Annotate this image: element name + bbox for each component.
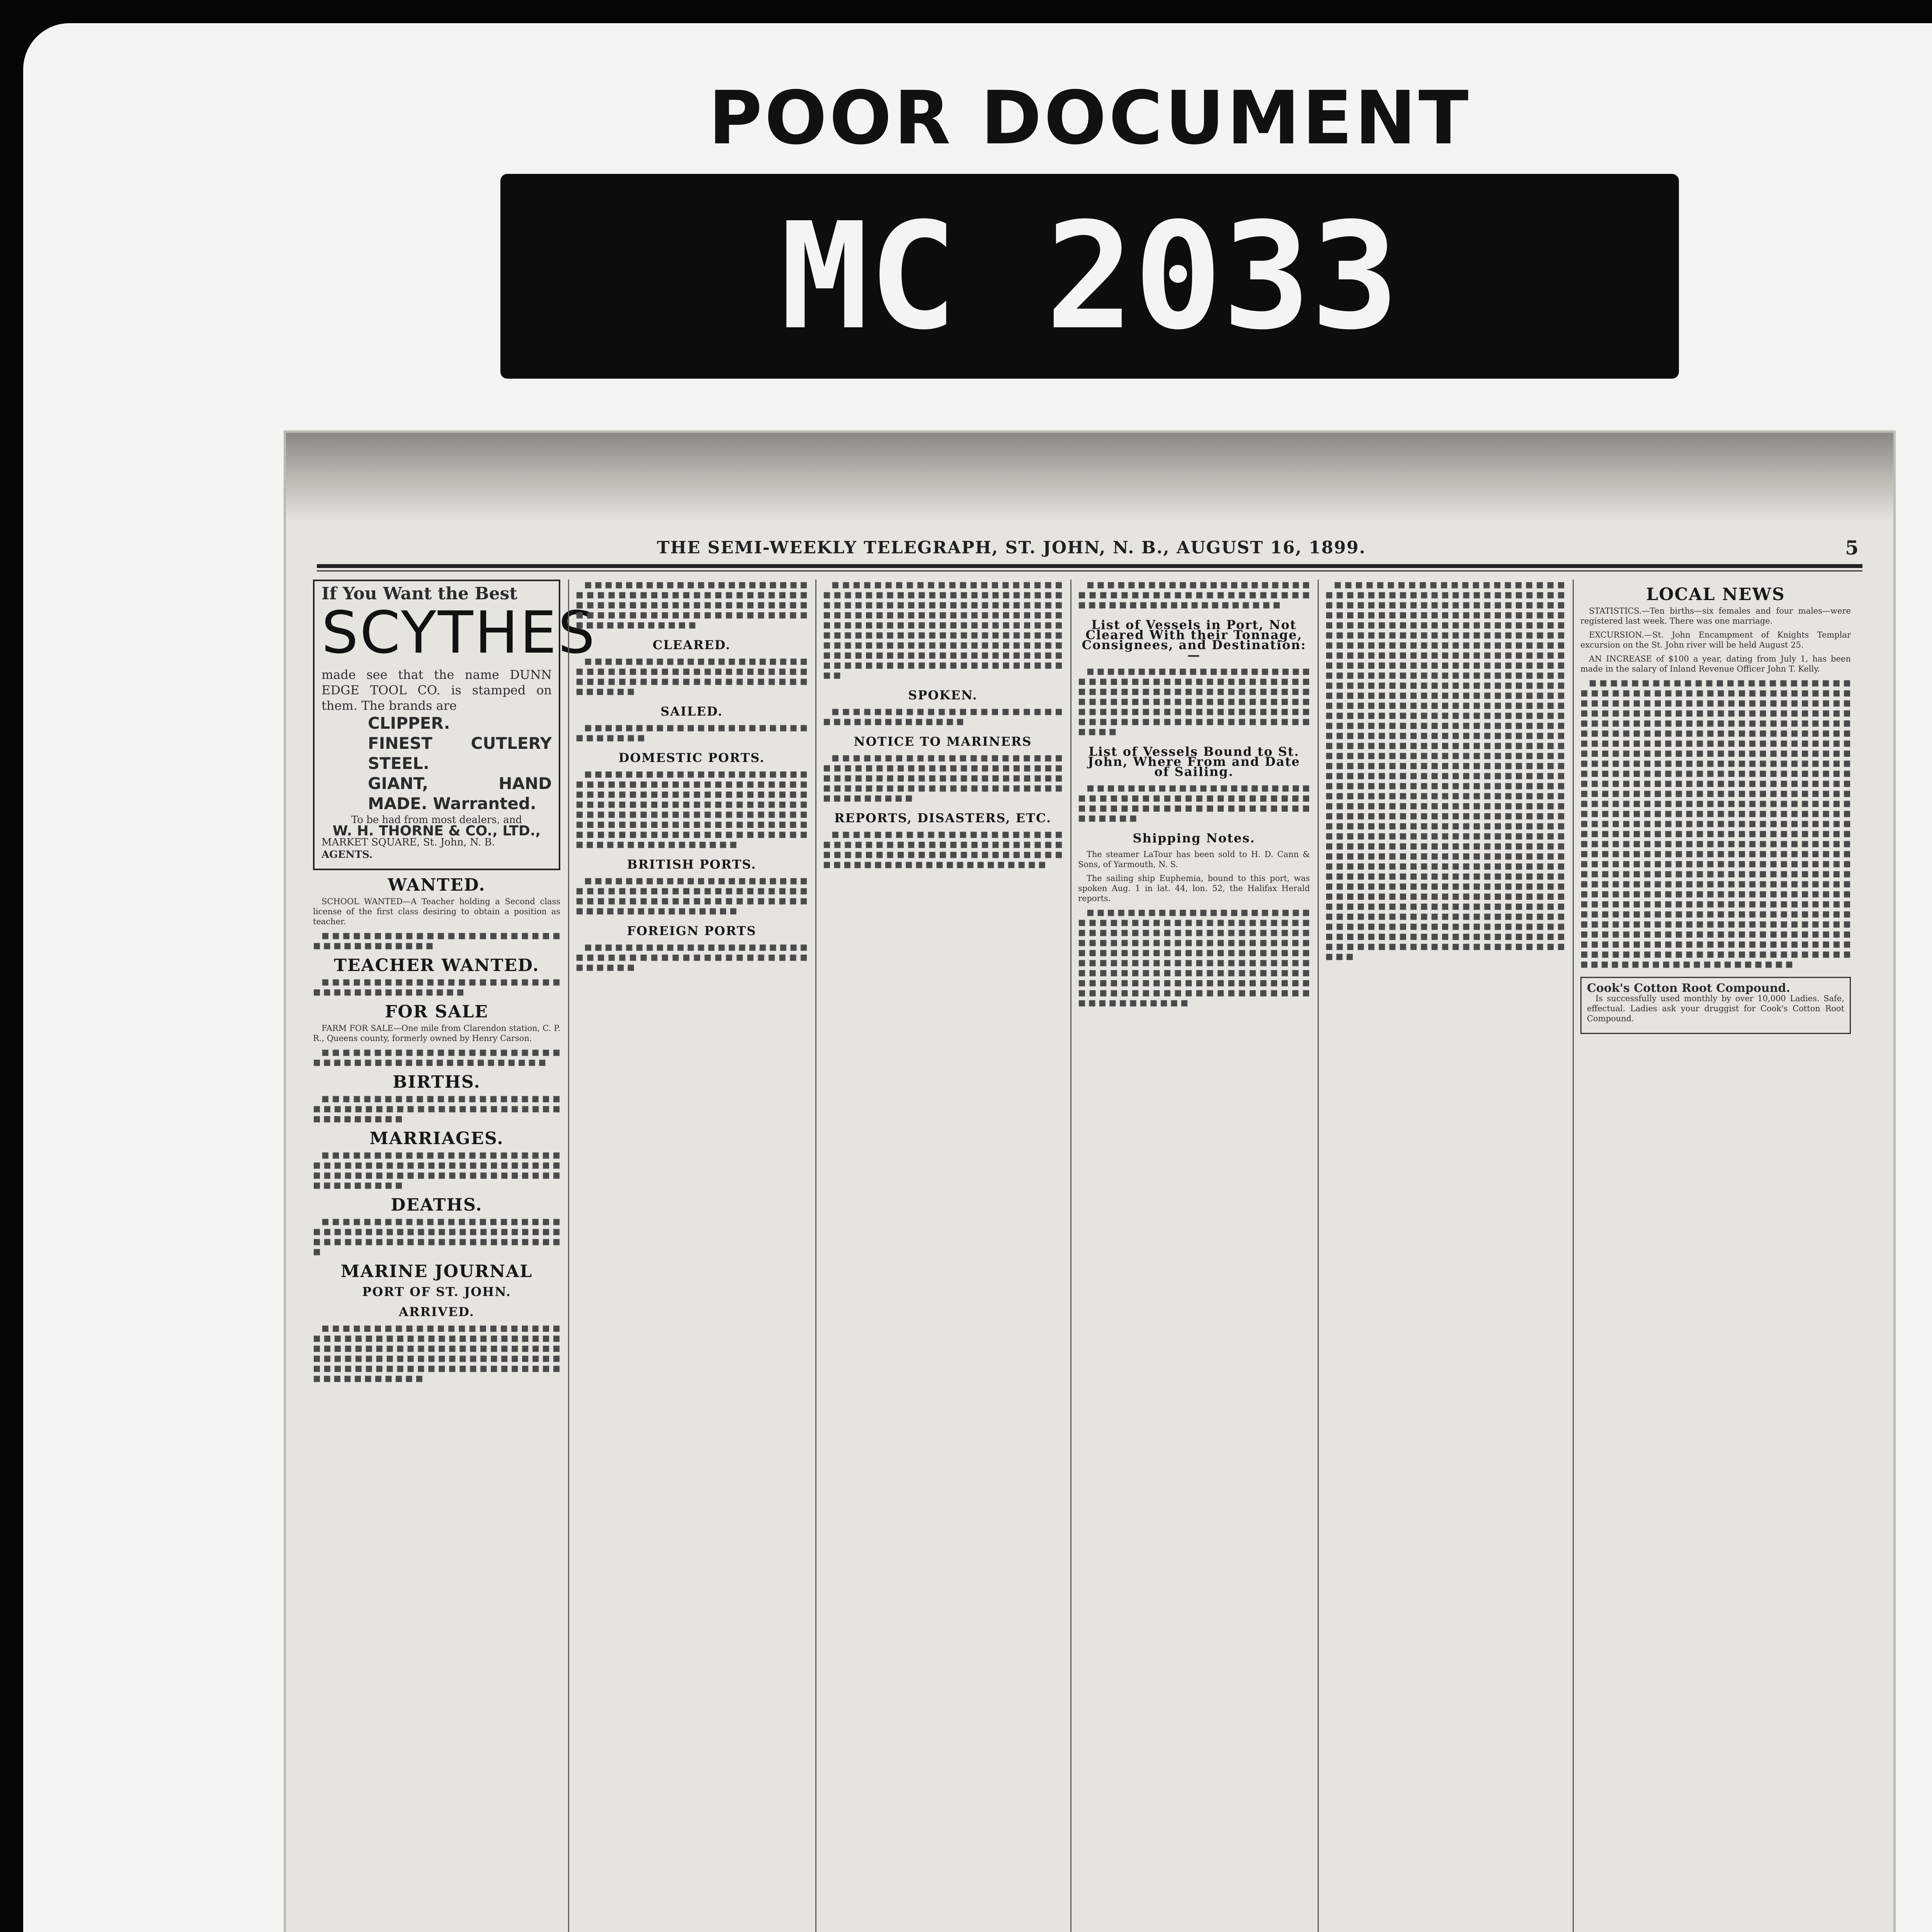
ad-brand-3: GIANT, HAND MADE. Warranted.	[368, 774, 552, 813]
column-6	[1580, 580, 1851, 1932]
local-news-item-2: EXCURSION.—St. John Encampment of Knights Templar excursion on the St. John river will be held August 25.	[1580, 630, 1851, 650]
column-divider	[815, 580, 816, 1932]
masthead-rule	[317, 564, 1862, 568]
column-4	[1078, 580, 1310, 1932]
domestic-ports-heading: DOMESTIC PORTS.	[618, 750, 765, 765]
column-2	[576, 580, 808, 1932]
reports-text: ■ ■ ■ ■ ■ ■ ■ ■ ■ ■ ■ ■ ■ ■ ■ ■ ■ ■ ■ ■ ■ ■ ■ ■ ■ ■ ■ ■ ■ ■ ■ ■ ■ ■ ■ ■ ■ ■ ■ ■ ■ ■ ■ ■ ■ ■ ■ ■ ■ ■ ■ ■ ■ ■ ■ ■ ■ ■ ■ ■ ■ ■ ■ ■ ■ ■ ■ ■ ■ ■ ■ ■ ■ ■ ■ ■ ■ ■ ■ ■ ■ ■ ■ ■ ■ ■ ■ ■ ■ ■	[823, 830, 1063, 869]
british-ports-heading: BRITISH PORTS.	[627, 857, 757, 872]
column-5-text: ■ ■ ■ ■ ■ ■ ■ ■ ■ ■ ■ ■ ■ ■ ■ ■ ■ ■ ■ ■ ■ ■ ■ ■ ■ ■ ■ ■ ■ ■ ■ ■ ■ ■ ■ ■ ■ ■ ■ ■ ■ ■ ■ ■ ■ ■ ■ ■ ■ ■ ■ ■ ■ ■ ■ ■ ■ ■ ■ ■ ■ ■ ■ ■ ■ ■ ■ ■ ■ ■ ■ ■ ■ ■ ■ ■ ■ ■ ■ ■ ■ ■ ■ ■ ■ ■ ■ ■ ■ ■ ■ ■ ■ ■ ■ ■ ■ ■ ■ ■ ■ ■ ■ ■ ■ ■ ■ ■ ■ ■ ■ ■ ■ ■ ■ ■ ■ ■ ■ ■ ■ ■ ■ ■ ■ ■ ■ ■ ■ ■ ■ ■ ■ ■ ■ ■ ■ ■ ■ ■ ■ ■ ■ ■ ■ ■ ■ ■ ■ ■ ■ ■ ■ ■ ■ ■ ■ ■ ■ ■ ■ ■ ■ ■ ■ ■ ■ ■ ■ ■ ■ ■ ■ ■ ■ ■ ■ ■ ■ ■ ■ ■ ■ ■ ■ ■ ■ ■ ■ ■ ■ ■ ■ ■ ■ ■ ■ ■ ■ ■ ■ ■ ■ ■ ■ ■ ■ ■ ■ ■ ■ ■ ■ ■ ■ ■ ■ ■ ■ ■ ■ ■ ■ ■ ■ ■ ■ ■ ■ ■ ■ ■ ■ ■ ■ ■ ■ ■ ■ ■ ■ ■ ■ ■ ■ ■ ■ ■ ■ ■ ■ ■ ■ ■ ■ ■ ■ ■ ■ ■ ■ ■ ■ ■ ■ ■ ■ ■ ■ ■ ■ ■ ■ ■ ■ ■ ■ ■ ■ ■ ■ ■ ■ ■ ■ ■ ■ ■ ■ ■ ■ ■ ■ ■ ■ ■ ■ ■ ■ ■ ■ ■ ■ ■ ■ ■ ■ ■ ■ ■ ■ ■ ■ ■ ■ ■ ■ ■ ■ ■ ■ ■ ■ ■ ■ ■ ■ ■ ■ ■ ■ ■ ■ ■ ■ ■ ■ ■ ■ ■ ■ ■ ■ ■ ■ ■ ■ ■ ■ ■ ■ ■ ■ ■ ■ ■ ■ ■ ■ ■ ■ ■ ■ ■ ■ ■ ■ ■ ■ ■ ■ ■ ■ ■ ■ ■ ■ ■ ■ ■ ■ ■ ■ ■ ■ ■ ■ ■ ■ ■ ■ ■ ■ ■ ■ ■ ■ ■ ■ ■ ■ ■ ■ ■ ■ ■ ■ ■ ■ ■ ■ ■ ■ ■ ■ ■ ■ ■ ■ ■ ■ ■ ■ ■ ■ ■ ■ ■ ■ ■ ■ ■ ■ ■ ■ ■ ■ ■ ■ ■ ■ ■ ■ ■ ■ ■ ■ ■ ■ ■ ■ ■ ■ ■ ■ ■ ■ ■ ■ ■ ■ ■ ■ ■ ■ ■ ■ ■ ■ ■ ■ ■ ■ ■ ■ ■ ■ ■ ■ ■ ■ ■ ■ ■ ■ ■ ■ ■ ■ ■ ■ ■ ■ ■ ■ ■ ■ ■ ■ ■ ■ ■ ■ ■ ■ ■ ■ ■ ■ ■ ■ ■ ■ ■ ■ ■ ■ ■ ■ ■ ■ ■ ■ ■ ■ ■ ■ ■ ■ ■ ■ ■ ■ ■ ■ ■ ■ ■ ■ ■ ■ ■ ■ ■ ■ ■ ■ ■ ■ ■ ■ ■ ■ ■ ■ ■ ■ ■ ■ ■ ■ ■ ■ ■ ■ ■ ■ ■ ■ ■ ■ ■ ■ ■ ■ ■ ■ ■ ■ ■ ■ ■ ■ ■ ■ ■ ■ ■ ■ ■ ■ ■ ■ ■ ■ ■ ■ ■ ■ ■ ■ ■ ■ ■ ■ ■ ■ ■ ■ ■ ■ ■ ■ ■ ■ ■ ■ ■ ■ ■ ■ ■ ■ ■ ■ ■ ■ ■ ■ ■ ■ ■ ■ ■ ■ ■ ■ ■ ■ ■ ■ ■ ■ ■ ■ ■ ■ ■ ■ ■ ■ ■ ■ ■ ■ ■ ■ ■ ■ ■ ■ ■ ■ ■ ■ ■ ■ ■ ■ ■ ■ ■ ■ ■ ■ ■ ■ ■ ■ ■ ■ ■ ■ ■ ■ ■ ■ ■ ■ ■ ■ ■ ■ ■ ■ ■ ■ ■ ■ ■ ■ ■ ■ ■ ■ ■ ■ ■ ■ ■ ■ ■ ■ ■ ■ ■ ■ ■ ■ ■ ■ ■ ■ ■ ■ ■ ■ ■ ■ ■ ■ ■ ■ ■ ■ ■ ■ ■ ■ ■ ■ ■ ■ ■ ■ ■ ■ ■ ■ ■ ■ ■ ■ ■ ■ ■ ■ ■ ■ ■ ■ ■ ■ ■ ■ ■ ■ ■ ■ ■ ■ ■ ■ ■ ■ ■ ■ ■ ■ ■ ■ ■ ■ ■ ■ ■ ■ ■ ■ ■ ■ ■ ■ ■ ■ ■ ■ ■ ■ ■ ■ ■ ■ ■ ■ ■ ■ ■ ■ ■ ■ ■ ■ ■ ■ ■ ■ ■ ■ ■ ■ ■ ■ ■ ■ ■ ■ ■ ■ ■ ■ ■ ■ ■ ■ ■ ■ ■ ■ ■ ■ ■ ■ ■ ■ ■ ■ ■ ■ ■ ■ ■ ■	[1325, 580, 1565, 961]
vessels-in-port-list: ■ ■ ■ ■ ■ ■ ■ ■ ■ ■ ■ ■ ■ ■ ■ ■ ■ ■ ■ ■ ■ ■ ■ ■ ■ ■ ■ ■ ■ ■ ■ ■ ■ ■ ■ ■ ■ ■ ■ ■ ■ ■ ■ ■ ■ ■ ■ ■ ■ ■ ■ ■ ■ ■ ■ ■ ■ ■ ■ ■ ■ ■ ■ ■ ■ ■ ■ ■ ■ ■ ■ ■ ■ ■ ■ ■ ■ ■ ■ ■ ■ ■ ■ ■ ■ ■ ■ ■ ■ ■ ■ ■ ■ ■ ■ ■ ■ ■ ■ ■ ■ ■ ■ ■ ■ ■ ■ ■ ■ ■ ■ ■ ■ ■ ■ ■ ■ ■ ■ ■ ■ ■ ■ ■ ■ ■ ■ ■ ■ ■ ■ ■ ■ ■ ■ ■	[1078, 667, 1310, 736]
british-ports-text: ■ ■ ■ ■ ■ ■ ■ ■ ■ ■ ■ ■ ■ ■ ■ ■ ■ ■ ■ ■ ■ ■ ■ ■ ■ ■ ■ ■ ■ ■ ■ ■ ■ ■ ■ ■ ■ ■ ■ ■ ■ ■ ■ ■ ■ ■ ■ ■ ■ ■ ■ ■ ■ ■ ■ ■ ■ ■ ■ ■ ■ ■ ■ ■ ■ ■ ■ ■ ■ ■ ■ ■ ■ ■ ■ ■ ■ ■ ■ ■ ■ ■	[576, 876, 808, 915]
marriages-text: ■ ■ ■ ■ ■ ■ ■ ■ ■ ■ ■ ■ ■ ■ ■ ■ ■ ■ ■ ■ ■ ■ ■ ■ ■ ■ ■ ■ ■ ■ ■ ■ ■ ■ ■ ■ ■ ■ ■ ■ ■ ■ ■ ■ ■ ■ ■ ■ ■ ■ ■ ■ ■ ■ ■ ■ ■ ■ ■ ■ ■ ■ ■ ■ ■ ■ ■ ■ ■ ■ ■ ■ ■ ■ ■ ■ ■ ■ ■ ■	[313, 1150, 560, 1190]
ad-headline: If You Want the Best	[321, 584, 517, 604]
cleared-text: ■ ■ ■ ■ ■ ■ ■ ■ ■ ■ ■ ■ ■ ■ ■ ■ ■ ■ ■ ■ ■ ■ ■ ■ ■ ■ ■ ■ ■ ■ ■ ■ ■ ■ ■ ■ ■ ■ ■ ■ ■ ■ ■ ■ ■ ■ ■ ■ ■ ■ ■ ■ ■ ■ ■ ■ ■ ■ ■ ■ ■ ■ ■ ■ ■ ■ ■ ■ ■ ■ ■ ■	[576, 656, 808, 696]
shipping-note-1: The steamer LaTour has been sold to H. D. Cann & Sons, of Yarmouth, N. S.	[1078, 850, 1310, 869]
vessels-bound-list: ■ ■ ■ ■ ■ ■ ■ ■ ■ ■ ■ ■ ■ ■ ■ ■ ■ ■ ■ ■ ■ ■ ■ ■ ■ ■ ■ ■ ■ ■ ■ ■ ■ ■ ■ ■ ■ ■ ■ ■ ■ ■ ■ ■ ■ ■ ■ ■ ■ ■ ■ ■ ■ ■ ■ ■ ■ ■ ■ ■ ■ ■ ■ ■ ■ ■ ■ ■ ■ ■ ■ ■	[1078, 783, 1310, 823]
column-3	[823, 580, 1063, 1932]
local-news-heading: LOCAL NEWS	[1646, 585, 1785, 604]
shipping-note-2: The sailing ship Euphemia, bound to this port, was spoken Aug. 1 in lat. 44, lon. 52, the Halifax Herald reports.	[1078, 874, 1310, 903]
births-text: ■ ■ ■ ■ ■ ■ ■ ■ ■ ■ ■ ■ ■ ■ ■ ■ ■ ■ ■ ■ ■ ■ ■ ■ ■ ■ ■ ■ ■ ■ ■ ■ ■ ■ ■ ■ ■ ■ ■ ■ ■ ■ ■ ■ ■ ■ ■ ■ ■ ■ ■ ■ ■ ■ ■ ■	[313, 1094, 560, 1123]
ad-address: MARKET SQUARE, St. John, N. B.	[321, 837, 495, 848]
deaths-heading: DEATHS.	[391, 1195, 483, 1215]
cooks-cotton-root-advertisement	[1580, 977, 1851, 1034]
reel-id-plate	[500, 174, 1679, 379]
marriages-heading: MARRIAGES.	[369, 1129, 504, 1148]
arrivals-continued: ■ ■ ■ ■ ■ ■ ■ ■ ■ ■ ■ ■ ■ ■ ■ ■ ■ ■ ■ ■ ■ ■ ■ ■ ■ ■ ■ ■ ■ ■ ■ ■ ■ ■ ■ ■ ■ ■ ■ ■ ■ ■ ■ ■ ■ ■ ■ ■ ■ ■ ■ ■ ■ ■ ■ ■ ■ ■ ■ ■ ■ ■ ■ ■ ■ ■ ■ ■ ■ ■ ■ ■ ■ ■ ■ ■ ■ ■ ■ ■ ■ ■ ■ ■ ■ ■ ■ ■ ■ ■ ■ ■ ■ ■ ■ ■ ■ ■ ■ ■	[576, 580, 808, 629]
cleared-heading: CLEARED.	[653, 638, 731, 652]
for-sale-heading: FOR SALE	[385, 1002, 488, 1022]
ad-dealers: To be had from most dealers, and	[351, 814, 522, 826]
column-4-lead: ■ ■ ■ ■ ■ ■ ■ ■ ■ ■ ■ ■ ■ ■ ■ ■ ■ ■ ■ ■ ■ ■ ■ ■ ■ ■ ■ ■ ■ ■ ■ ■ ■ ■ ■ ■ ■ ■ ■ ■ ■ ■ ■ ■ ■ ■ ■ ■ ■ ■ ■ ■ ■ ■ ■ ■ ■ ■ ■ ■ ■ ■ ■ ■	[1078, 580, 1310, 609]
arrived-heading: ARRIVED.	[399, 1304, 474, 1319]
reel-id-text: MC 2033	[780, 190, 1399, 362]
teacher-wanted-text: ■ ■ ■ ■ ■ ■ ■ ■ ■ ■ ■ ■ ■ ■ ■ ■ ■ ■ ■ ■ ■ ■ ■ ■ ■ ■ ■ ■ ■ ■ ■ ■ ■ ■ ■ ■ ■ ■	[313, 977, 560, 997]
for-sale-text: FARM FOR SALE—One mile from Clarendon station, C. P. R., Queens county, formerly owned by Henry Carson.	[313, 1024, 560, 1043]
ad-brand-2: FINEST CUTLERY STEEL.	[368, 734, 552, 773]
page-number: 5	[1845, 536, 1859, 559]
notice-to-mariners-text: ■ ■ ■ ■ ■ ■ ■ ■ ■ ■ ■ ■ ■ ■ ■ ■ ■ ■ ■ ■ ■ ■ ■ ■ ■ ■ ■ ■ ■ ■ ■ ■ ■ ■ ■ ■ ■ ■ ■ ■ ■ ■ ■ ■ ■ ■ ■ ■ ■ ■ ■ ■ ■ ■ ■ ■ ■ ■ ■ ■ ■ ■ ■ ■ ■ ■ ■ ■ ■ ■ ■ ■ ■ ■ ■ ■ ■ ■ ■ ■ ■ ■ ■ ■ ■ ■ ■ ■ ■ ■ ■ ■ ■ ■ ■ ■ ■ ■ ■ ■	[823, 753, 1063, 803]
ad-agents: AGENTS.	[321, 849, 373, 861]
torn-top-edge	[286, 433, 1893, 522]
foreign-ports-continued: ■ ■ ■ ■ ■ ■ ■ ■ ■ ■ ■ ■ ■ ■ ■ ■ ■ ■ ■ ■ ■ ■ ■ ■ ■ ■ ■ ■ ■ ■ ■ ■ ■ ■ ■ ■ ■ ■ ■ ■ ■ ■ ■ ■ ■ ■ ■ ■ ■ ■ ■ ■ ■ ■ ■ ■ ■ ■ ■ ■ ■ ■ ■ ■ ■ ■ ■ ■ ■ ■ ■ ■ ■ ■ ■ ■ ■ ■ ■ ■ ■ ■ ■ ■ ■ ■ ■ ■ ■ ■ ■ ■ ■ ■ ■ ■ ■ ■ ■ ■ ■ ■ ■ ■ ■ ■ ■ ■ ■ ■ ■ ■ ■ ■ ■ ■ ■ ■ ■ ■ ■ ■ ■ ■ ■ ■ ■ ■ ■ ■ ■ ■ ■ ■ ■ ■ ■ ■ ■ ■ ■ ■ ■ ■ ■ ■ ■ ■ ■ ■ ■ ■ ■ ■ ■ ■ ■ ■ ■ ■ ■ ■ ■ ■ ■ ■ ■ ■ ■ ■ ■ ■ ■ ■ ■ ■ ■ ■ ■ ■ ■ ■ ■ ■ ■ ■ ■ ■ ■ ■ ■ ■ ■ ■ ■ ■ ■ ■ ■ ■ ■ ■ ■ ■ ■ ■ ■ ■	[823, 580, 1063, 680]
cooks-ad-text: Is successfully used monthly by over 10,000 Ladies. Safe, effectual. Ladies ask your druggist for Cook's Cotton Root Compound.	[1587, 994, 1844, 1023]
spoken-text: ■ ■ ■ ■ ■ ■ ■ ■ ■ ■ ■ ■ ■ ■ ■ ■ ■ ■ ■ ■ ■ ■ ■ ■ ■ ■ ■ ■ ■ ■ ■ ■ ■ ■ ■ ■	[823, 707, 1063, 726]
poor-document-label: POOR DOCUMENT	[708, 75, 1471, 161]
ad-firm: W. H. THORNE & CO., LTD.,	[332, 823, 541, 839]
scythes-advertisement	[313, 580, 597, 870]
masthead-rule-thin	[317, 570, 1862, 571]
ad-scythes-title: SCYTHES	[321, 599, 597, 667]
vessels-bound-heading: List of Vessels Bound to St. John, Where From and Date of Sailing.	[1088, 744, 1300, 779]
vessels-in-port-heading: List of Vessels in Port, Not Cleared With their Tonnage, Consignees, and Destination:—	[1082, 617, 1306, 662]
ad-brand-1: CLIPPER.	[368, 714, 450, 733]
marine-journal-heading: MARINE JOURNAL	[340, 1262, 533, 1281]
domestic-ports-text: ■ ■ ■ ■ ■ ■ ■ ■ ■ ■ ■ ■ ■ ■ ■ ■ ■ ■ ■ ■ ■ ■ ■ ■ ■ ■ ■ ■ ■ ■ ■ ■ ■ ■ ■ ■ ■ ■ ■ ■ ■ ■ ■ ■ ■ ■ ■ ■ ■ ■ ■ ■ ■ ■ ■ ■ ■ ■ ■ ■ ■ ■ ■ ■ ■ ■ ■ ■ ■ ■ ■ ■ ■ ■ ■ ■ ■ ■ ■ ■ ■ ■ ■ ■ ■ ■ ■ ■ ■ ■ ■ ■ ■ ■ ■ ■ ■ ■ ■ ■ ■ ■ ■ ■ ■ ■ ■ ■ ■ ■ ■ ■ ■ ■ ■ ■ ■ ■ ■ ■ ■ ■ ■ ■ ■ ■ ■ ■ ■ ■ ■ ■ ■ ■ ■ ■ ■ ■ ■ ■ ■ ■ ■ ■ ■ ■ ■ ■ ■ ■ ■ ■ ■ ■ ■ ■ ■ ■ ■ ■ ■ ■ ■ ■ ■ ■ ■ ■ ■ ■	[576, 769, 808, 849]
ad-body: made see that the name DUNN EDGE TOOL CO. is stamped on them. The brands are	[321, 667, 552, 713]
births-heading: BIRTHS.	[393, 1072, 481, 1092]
shipping-notes-more: ■ ■ ■ ■ ■ ■ ■ ■ ■ ■ ■ ■ ■ ■ ■ ■ ■ ■ ■ ■ ■ ■ ■ ■ ■ ■ ■ ■ ■ ■ ■ ■ ■ ■ ■ ■ ■ ■ ■ ■ ■ ■ ■ ■ ■ ■ ■ ■ ■ ■ ■ ■ ■ ■ ■ ■ ■ ■ ■ ■ ■ ■ ■ ■ ■ ■ ■ ■ ■ ■ ■ ■ ■ ■ ■ ■ ■ ■ ■ ■ ■ ■ ■ ■ ■ ■ ■ ■ ■ ■ ■ ■ ■ ■ ■ ■ ■ ■ ■ ■ ■ ■ ■ ■ ■ ■ ■ ■ ■ ■ ■ ■ ■ ■ ■ ■ ■ ■ ■ ■ ■ ■ ■ ■ ■ ■ ■ ■ ■ ■ ■ ■ ■ ■ ■ ■ ■ ■ ■ ■ ■ ■ ■ ■ ■ ■ ■ ■ ■ ■ ■ ■ ■ ■ ■ ■ ■ ■ ■ ■ ■ ■ ■ ■ ■ ■ ■ ■ ■ ■ ■ ■ ■ ■ ■ ■ ■ ■ ■ ■ ■ ■ ■ ■ ■ ■ ■ ■ ■ ■ ■ ■ ■ ■ ■ ■ ■ ■ ■ ■ ■ ■ ■ ■ ■ ■ ■ ■ ■	[1078, 908, 1310, 1007]
arrivals-text: ■ ■ ■ ■ ■ ■ ■ ■ ■ ■ ■ ■ ■ ■ ■ ■ ■ ■ ■ ■ ■ ■ ■ ■ ■ ■ ■ ■ ■ ■ ■ ■ ■ ■ ■ ■ ■ ■ ■ ■ ■ ■ ■ ■ ■ ■ ■ ■ ■ ■ ■ ■ ■ ■ ■ ■ ■ ■ ■ ■ ■ ■ ■ ■ ■ ■ ■ ■ ■ ■ ■ ■ ■ ■ ■ ■ ■ ■ ■ ■ ■ ■ ■ ■ ■ ■ ■ ■ ■ ■ ■ ■ ■ ■ ■ ■ ■ ■ ■ ■ ■ ■ ■ ■ ■ ■ ■ ■ ■ ■ ■ ■ ■ ■ ■ ■ ■ ■ ■ ■ ■ ■ ■ ■ ■ ■ ■ ■ ■ ■	[313, 1323, 560, 1383]
newspaper-page	[286, 433, 1893, 1932]
local-news-item-3: AN INCREASE of $100 a year, dating from July 1, has been made in the salary of Inland Revenue Officer John T. Kelly.	[1580, 654, 1851, 673]
column-divider	[1573, 580, 1574, 1932]
shipping-notes-heading: Shipping Notes.	[1133, 831, 1255, 845]
teacher-wanted-heading: TEACHER WANTED.	[334, 956, 539, 975]
sailed-heading: SAILED.	[660, 704, 723, 719]
reports-heading: REPORTS, DISASTERS, ETC.	[834, 811, 1052, 825]
wanted-text-more: ■ ■ ■ ■ ■ ■ ■ ■ ■ ■ ■ ■ ■ ■ ■ ■ ■ ■ ■ ■ ■ ■ ■ ■ ■ ■ ■ ■ ■ ■ ■ ■ ■ ■ ■	[313, 931, 560, 950]
wanted-heading: WANTED.	[388, 875, 486, 895]
column-divider	[568, 580, 569, 1932]
foreign-ports-text: ■ ■ ■ ■ ■ ■ ■ ■ ■ ■ ■ ■ ■ ■ ■ ■ ■ ■ ■ ■ ■ ■ ■ ■ ■ ■ ■ ■ ■ ■ ■ ■ ■ ■ ■ ■ ■ ■ ■ ■ ■ ■ ■ ■ ■ ■ ■ ■ ■ ■	[576, 942, 808, 972]
local-news-more: ■ ■ ■ ■ ■ ■ ■ ■ ■ ■ ■ ■ ■ ■ ■ ■ ■ ■ ■ ■ ■ ■ ■ ■ ■ ■ ■ ■ ■ ■ ■ ■ ■ ■ ■ ■ ■ ■ ■ ■ ■ ■ ■ ■ ■ ■ ■ ■ ■ ■ ■ ■ ■ ■ ■ ■ ■ ■ ■ ■ ■ ■ ■ ■ ■ ■ ■ ■ ■ ■ ■ ■ ■ ■ ■ ■ ■ ■ ■ ■ ■ ■ ■ ■ ■ ■ ■ ■ ■ ■ ■ ■ ■ ■ ■ ■ ■ ■ ■ ■ ■ ■ ■ ■ ■ ■ ■ ■ ■ ■ ■ ■ ■ ■ ■ ■ ■ ■ ■ ■ ■ ■ ■ ■ ■ ■ ■ ■ ■ ■ ■ ■ ■ ■ ■ ■ ■ ■ ■ ■ ■ ■ ■ ■ ■ ■ ■ ■ ■ ■ ■ ■ ■ ■ ■ ■ ■ ■ ■ ■ ■ ■ ■ ■ ■ ■ ■ ■ ■ ■ ■ ■ ■ ■ ■ ■ ■ ■ ■ ■ ■ ■ ■ ■ ■ ■ ■ ■ ■ ■ ■ ■ ■ ■ ■ ■ ■ ■ ■ ■ ■ ■ ■ ■ ■ ■ ■ ■ ■ ■ ■ ■ ■ ■ ■ ■ ■ ■ ■ ■ ■ ■ ■ ■ ■ ■ ■ ■ ■ ■ ■ ■ ■ ■ ■ ■ ■ ■ ■ ■ ■ ■ ■ ■ ■ ■ ■ ■ ■ ■ ■ ■ ■ ■ ■ ■ ■ ■ ■ ■ ■ ■ ■ ■ ■ ■ ■ ■ ■ ■ ■ ■ ■ ■ ■ ■ ■ ■ ■ ■ ■ ■ ■ ■ ■ ■ ■ ■ ■ ■ ■ ■ ■ ■ ■ ■ ■ ■ ■ ■ ■ ■ ■ ■ ■ ■ ■ ■ ■ ■ ■ ■ ■ ■ ■ ■ ■ ■ ■ ■ ■ ■ ■ ■ ■ ■ ■ ■ ■ ■ ■ ■ ■ ■ ■ ■ ■ ■ ■ ■ ■ ■ ■ ■ ■ ■ ■ ■ ■ ■ ■ ■ ■ ■ ■ ■ ■ ■ ■ ■ ■ ■ ■ ■ ■ ■ ■ ■ ■ ■ ■ ■ ■ ■ ■ ■ ■ ■ ■ ■ ■ ■ ■ ■ ■ ■ ■ ■ ■ ■ ■ ■ ■ ■ ■ ■ ■ ■ ■ ■ ■ ■ ■ ■ ■ ■ ■ ■ ■ ■ ■ ■ ■ ■ ■ ■ ■ ■ ■ ■ ■ ■ ■ ■ ■ ■ ■ ■ ■ ■ ■ ■ ■ ■ ■ ■ ■ ■ ■ ■ ■ ■ ■ ■ ■ ■ ■ ■ ■ ■ ■ ■ ■ ■ ■ ■ ■ ■ ■ ■ ■ ■ ■ ■ ■ ■ ■ ■ ■ ■ ■ ■ ■ ■ ■ ■ ■ ■ ■ ■ ■ ■ ■ ■ ■ ■ ■ ■ ■ ■ ■ ■ ■ ■ ■ ■ ■ ■ ■ ■ ■ ■ ■ ■ ■ ■ ■ ■ ■ ■ ■ ■ ■ ■ ■ ■ ■ ■ ■ ■ ■ ■ ■ ■ ■ ■ ■ ■ ■ ■ ■ ■ ■ ■ ■ ■ ■ ■ ■ ■ ■ ■ ■ ■ ■ ■ ■ ■ ■ ■ ■ ■ ■ ■ ■ ■ ■ ■ ■ ■ ■ ■ ■ ■ ■ ■ ■ ■ ■ ■ ■ ■ ■ ■ ■ ■ ■ ■ ■ ■ ■ ■ ■ ■ ■ ■ ■ ■ ■ ■ ■ ■ ■ ■ ■ ■ ■ ■ ■ ■ ■ ■ ■ ■ ■ ■ ■ ■ ■ ■ ■ ■ ■ ■ ■ ■ ■ ■ ■ ■ ■ ■ ■ ■ ■ ■ ■ ■ ■ ■ ■ ■ ■ ■ ■ ■ ■ ■ ■ ■ ■ ■ ■ ■ ■ ■ ■ ■ ■ ■ ■ ■ ■ ■ ■ ■ ■ ■ ■ ■ ■ ■ ■ ■ ■ ■ ■ ■ ■ ■ ■ ■ ■ ■ ■ ■ ■ ■ ■ ■ ■ ■ ■ ■ ■ ■ ■ ■ ■ ■ ■ ■ ■ ■ ■ ■ ■ ■ ■ ■ ■ ■ ■ ■ ■ ■ ■ ■ ■ ■ ■ ■ ■ ■ ■ ■ ■ ■ ■ ■ ■ ■ ■ ■ ■ ■ ■ ■ ■ ■ ■ ■ ■ ■ ■ ■ ■ ■ ■ ■ ■ ■ ■ ■ ■ ■ ■ ■	[1580, 678, 1851, 969]
notice-to-mariners-heading: NOTICE TO MARINERS	[854, 734, 1032, 749]
spoken-heading: SPOKEN.	[908, 688, 978, 702]
local-news-item-1: STATISTICS.—Ten births—six females and four males—were registered last week. There was one marriage.	[1580, 606, 1851, 626]
deaths-text: ■ ■ ■ ■ ■ ■ ■ ■ ■ ■ ■ ■ ■ ■ ■ ■ ■ ■ ■ ■ ■ ■ ■ ■ ■ ■ ■ ■ ■ ■ ■ ■ ■ ■ ■ ■ ■ ■ ■ ■ ■ ■ ■ ■ ■ ■ ■ ■ ■ ■ ■ ■ ■ ■ ■ ■ ■ ■ ■ ■ ■ ■ ■ ■ ■ ■ ■ ■ ■ ■ ■ ■	[313, 1217, 560, 1256]
cooks-ad-title: Cook's Cotton Root Compound.	[1587, 981, 1790, 995]
column-5	[1325, 580, 1565, 1932]
wanted-text: SCHOOL WANTED—A Teacher holding a Second class license of the first class desiring to obtain a position as teacher.	[313, 897, 560, 926]
column-divider	[1070, 580, 1071, 1932]
column-1	[313, 580, 597, 1932]
for-sale-text-more: ■ ■ ■ ■ ■ ■ ■ ■ ■ ■ ■ ■ ■ ■ ■ ■ ■ ■ ■ ■ ■ ■ ■ ■ ■ ■ ■ ■ ■ ■ ■ ■ ■ ■ ■ ■ ■ ■ ■ ■ ■ ■ ■ ■ ■ ■	[313, 1048, 560, 1067]
sailed-text: ■ ■ ■ ■ ■ ■ ■ ■ ■ ■ ■ ■ ■ ■ ■ ■ ■ ■ ■ ■ ■ ■ ■ ■ ■ ■ ■ ■ ■	[576, 723, 808, 742]
column-divider	[1318, 580, 1319, 1932]
masthead: THE SEMI-WEEKLY TELEGRAPH, ST. JOHN, N. B., AUGUST 16, 1899.	[657, 538, 1366, 558]
port-of-st-john-heading: PORT OF ST. JOHN.	[362, 1284, 511, 1299]
foreign-ports-heading: FOREIGN PORTS	[627, 923, 757, 938]
